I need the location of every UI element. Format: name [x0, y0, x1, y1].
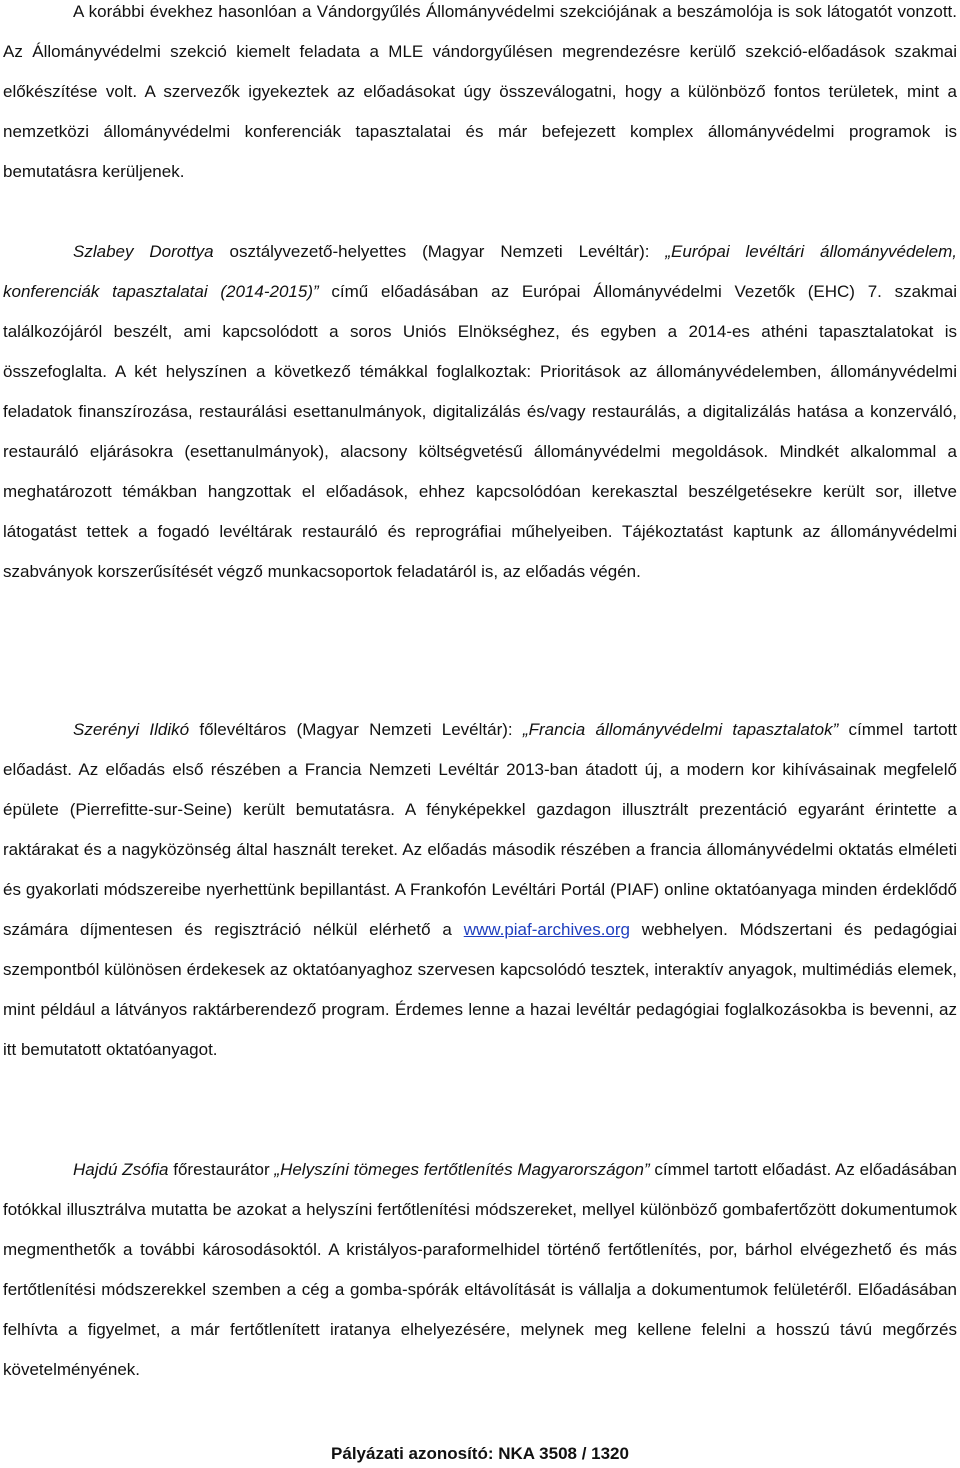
paragraph-body: címmel tartott előadást. Az előadás első részében a Francia Nemzeti Levéltár 2013-ban átadott új, a modern kor kihívásainak megfelelő épülete (Pierrefitte-sur-Seine) került bemutatásra. A fényképekkel gazdagon illusztrált prezentáció egyaránt érintette a raktárakat és a nagyközönség által használt tereket. Az előadás második részében a francia állományvédelmi oktatás elméleti és gyakorlati módszereibe nyerhettünk bepillantást. A Frankofón Levéltári Portál (PIAF) online oktatóanyaga minden érdeklődő számára díjmentesen és regisztráció nélkül elérhető a	[3, 720, 957, 939]
speaker-role: főlevéltáros (Magyar Nemzeti Levéltár):	[189, 720, 523, 739]
talk-title: „Helyszíni tömeges fertőtlenítés Magyarországon”	[274, 1160, 650, 1179]
footer-grant-id: Pályázati azonosító: NKA 3508 / 1320	[331, 1444, 629, 1463]
paragraph-hajdu	[3, 1150, 957, 1390]
paragraph-szlabey	[3, 232, 957, 592]
speaker-role: főrestaurátor	[168, 1160, 275, 1179]
talk-title: „Európai levéltári állományvédelem, konferenciák tapasztalatai (2014-2015)”	[3, 242, 957, 301]
paragraph-body: címmel tartott előadást. Az előadásában fotókkal illusztrálva mutatta be azokat a helyszíni fertőtlenítési módszereket, mellyel különböző gombafertőzött dokumentumok megmenthetők a további károsodásoktól. A kristályos-paraformelhidel történő fertőtlenítés, por, bárhol elvégezhető és más fertőtlenítési módszerekkel szemben a cég a gomba-spórák eltávolítását is vállalja a dokumentumok felületéről. Előadásában felhívta a figyelmet, a már fertőtlenített iratanya elhelyezésére, melynek meg kellene felelni a hosszú távú megőrzés követelményének.	[3, 1160, 958, 1379]
paragraph-intro-text: A korábbi évekhez hasonlóan a Vándorgyűlés Állományvédelmi szekciójának a beszámolója is sok látogatót vonzott. Az Állományvédelmi szekció kiemelt feladata a MLE vándorgyűlésen megrendezésre kerülő szekció-előadások szakmai előkészítése volt. A szervezők igyekeztek az előadásokat úgy összeválogatni, hogy a különböző fontos területek, mint a nemzetközi állományvédelmi konferenciák tapasztalatai és már befejezett komplex állományvédelmi programok is bemutatásra kerüljenek.	[3, 2, 957, 181]
paragraph-body-continued: webhelyen. Módszertani és pedagógiai szempontból különösen érdekesek az oktatóanyaghoz szervesen kapcsolódó tesztek, interaktív anyagok, multimédiás elemek, mint például a látványos raktárberendező program. Érdemes lenne a hazai levéltár pedagógiai foglalkozásokba is bevenni, az itt bemutatott oktatóanyagot.	[3, 920, 957, 1059]
speaker-name: Szlabey Dorottya	[73, 242, 214, 261]
piaf-archives-link[interactable]: www.piaf-archives.org	[463, 920, 630, 939]
talk-title: „Francia állományvédelmi tapasztalatok”	[522, 720, 839, 739]
speaker-role: osztályvezető-helyettes (Magyar Nemzeti Levéltár):	[213, 242, 666, 261]
speaker-name: Szerényi Ildikó	[73, 720, 190, 739]
paragraph-intro	[3, 0, 957, 192]
paragraph-body: című előadásában az Európai Állományvédelmi Vezetők (EHC) 7. szakmai találkozójáról beszélt, ami kapcsolódott a soros Uniós Elnökséghez, és egyben a 2014-es athéni tapasztalatokat is összefoglalta. A két helyszínen a következő témákkal foglalkoztak: Prioritások az állományvédelemben, állományvédelmi feladatok finanszírozása, restaurálási esettanulmányok, digitalizálás és/vagy restaurálás, a digitalizálás hatása a konzerváló, restauráló eljárásokra (esettanulmányok), alacsony költségvetésű állományvédelmi megoldások. Mindkét alkalommal a meghatározott témákban hangzottak el előadások, ehhez kapcsolódóan kerekasztal beszélgetésekre került sor, illetve látogatást tettek a fogadó levéltárak restauráló és reprográfiai műhelyeiben. Tájékoztatást kaptunk az állományvédelmi szabványok korszerűsítését végző munkacsoportok feladatáról is, az előadás végén.	[3, 282, 957, 581]
paragraph-szerenyi	[3, 710, 957, 1070]
speaker-name: Hajdú Zsófia	[73, 1160, 169, 1179]
